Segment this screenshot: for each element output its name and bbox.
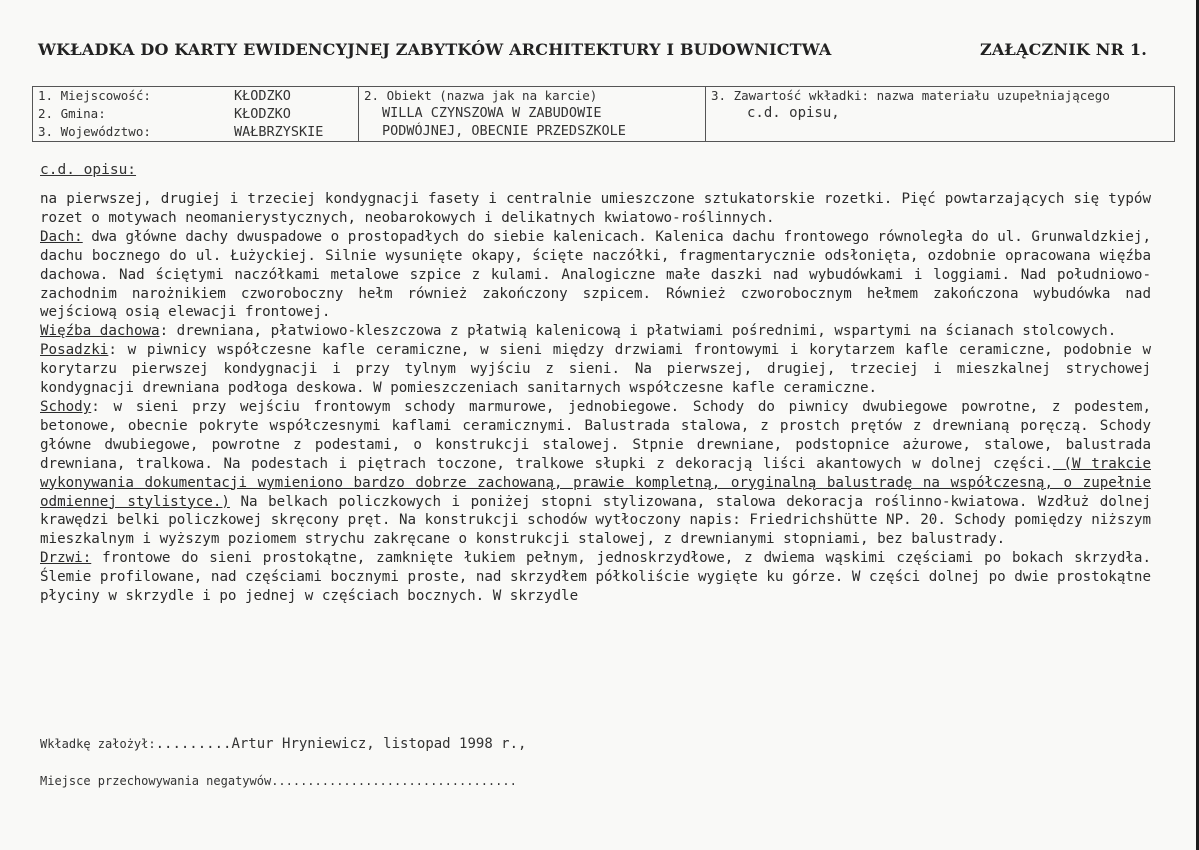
stairs-text: : w sieni przy wejściu frontowym schody marmurowe, jednobiegowe. Schody do piwnicy dwubiegowe powrotne, z podestem, betonowe, obecnie pokryte współczesnymi kaflami ceramicznymi. Balustrada stalowa, z prostch prętów z drewnianą poręczą. Schody główne dwubiegowe, powrotne z podestami, o konstrukcji stalowej. Stpnie drewniane, podstopnice ażurowe, stalowe, balustrada drewniana, tralkowa. Na podestach i piętrach toczone, tralkowe słupki z dekoracją liści akantowych w dolnej części.: [40, 398, 1151, 472]
truss-text: : drewniana, płatwiowo-kleszczowa z płatwią kalenicową i płatwiami pośrednimi, wspartymi na ścianach stolcowych.: [159, 323, 1117, 340]
record-metadata-table: [32, 86, 1175, 142]
roof-text: dwa główne dachy dwuspadowe o prostopadłych do siebie kalenicach. Kalenica dachu frontowego równoległa do ul. Grunwaldzkiej, dachu bocznego do ul. Łużyckiej. Silnie wysunięte okapy, ścięte naczółki, fragmentarycznie odsłonięta, ozdobnie opracowana więźba dachowa. Nad ściętymi naczółkami metalowe szpice z kulami. Analogiczne małe daszki nad wybudówkami i loggiami. Nad południowo-zachodnim narożnikiem czworoboczny hełm również zakończony szpicem. Również czworobocznym hełmem zakończona wybudówka nad wejściową osią elewacji frontowej.: [40, 228, 1151, 321]
negatives-line: [40, 774, 517, 788]
stairs-label: Schody: [40, 398, 92, 415]
document-title: WKŁADKA DO KARTY EWIDENCYJNEJ ZABYTKÓW ARCHITEKTURY I BUDOWNICTWA: [38, 40, 832, 59]
contents-label: 3. Zawartość wkładki: nazwa materiału uzupełniającego: [711, 88, 1110, 103]
contents-cell: [706, 87, 1175, 142]
floors-label: Posadzki: [40, 342, 109, 359]
roof-label: Dach:: [40, 228, 83, 245]
locality-label: 1. Miejscowość:: [38, 88, 151, 103]
paragraph-roof: [40, 228, 1151, 323]
locality-value: KŁODZKO: [234, 88, 291, 104]
author-value: .........Artur Hryniewicz, listopad 1998 r.,: [155, 736, 527, 752]
paragraph-rosettes: na pierwszej, drugiej i trzeciej kondygnacji fasety i centralnie umieszczone sztukatorskie rozetki. Pięć powtarzających się typów rozet o motywach neomanierystycznych, neobarokowych i delikatnych kwiatowo-roślinnych.: [40, 191, 1151, 226]
doors-label: Drzwi:: [40, 550, 92, 567]
voivodeship-value: WAŁBRZYSKIE: [234, 124, 324, 140]
voivodeship-label: 3. Województwo:: [38, 124, 151, 139]
author-label: Wkładkę założył:: [40, 737, 156, 751]
commune-label: 2. Gmina:: [38, 106, 106, 121]
floors-text: : w piwnicy współczesne kafle ceramiczne, w sieni między drzwiami frontowymi i korytarzem kafle ceramiczne, podobnie w korytarzu pierwszej kondygnacji i przy tylnym wyjściu z sieni. Na pierwszej, drugiej, trzeciej i mieszkalnej strychowej kondygnacji drewniana podłoga deskowa. W pomieszczeniach sanitarnych współczesne kafle ceramiczne.: [40, 342, 1151, 397]
object-name-line-1: WILLA CZYNSZOWA W ZABUDOWIE: [382, 105, 602, 121]
stairs-tail: Na belkach policzkowych i poniżej stopni stylizowana, stalowa dekoracja roślinno-kwiatowa. Wzdłuż dolnej krawędzi belki policzkowej skręcony pręt. Na konstrukcji schodów wytłoczony napis: Friedrichshütte NP. 20. Schody pomiędzy niższym mieszkalnym i wyższym poziomem strychu zakręcane o konstrukcji stalowej, z drewnianymi stopniami, bez balustrady.: [40, 493, 1151, 548]
commune-row: [33, 105, 358, 123]
paragraph-truss: [40, 322, 1151, 341]
contents-value: c.d. opisu,: [747, 105, 840, 121]
doors-text: frontowe do sieni prostokątne, zamknięte łukiem pełnym, jednoskrzydłowe, z dwiema wąskimi częściami po bokach skrzydła. Ślemie profilowane, nad częściami bocznymi proste, nad skrzydłem półkoliście wygięte ku górze. W części dolnej po dwie prostokątne płyciny w skrzydle i po jednej w częściach bocznych. W skrzydle: [40, 550, 1151, 605]
paragraph-floors: [40, 341, 1151, 398]
location-cell: [33, 87, 359, 142]
author-line: [40, 736, 526, 752]
annex-number: ZAŁĄCZNIK NR 1.: [979, 40, 1147, 59]
negatives-value: ..................................: [271, 774, 517, 788]
negatives-label: Miejsce przechowywania negatywów: [40, 774, 272, 788]
object-label: 2. Obiekt (nazwa jak na karcie): [364, 88, 598, 103]
description-body: [40, 190, 1151, 606]
stairs-note: (W trakcie wykonywania dokumentacji wymieniono bardzo dobrze zachowaną, prawie kompletną, oryginalną balustradę na współczesną, o zupełnie odmiennej stylistyce.): [40, 455, 1151, 510]
truss-label: Więźba dachowa: [40, 323, 160, 340]
object-name-line-2: PODWÓJNEJ, OBECNIE PRZEDSZKOLE: [382, 123, 626, 139]
locality-row: [33, 87, 358, 105]
paragraph-stairs: [40, 398, 1151, 549]
voivodeship-row: [33, 123, 358, 141]
paragraph-doors: [40, 549, 1151, 606]
object-cell: [359, 87, 706, 142]
section-heading: c.d. opisu:: [40, 162, 137, 178]
commune-value: KŁODZKO: [234, 106, 291, 122]
